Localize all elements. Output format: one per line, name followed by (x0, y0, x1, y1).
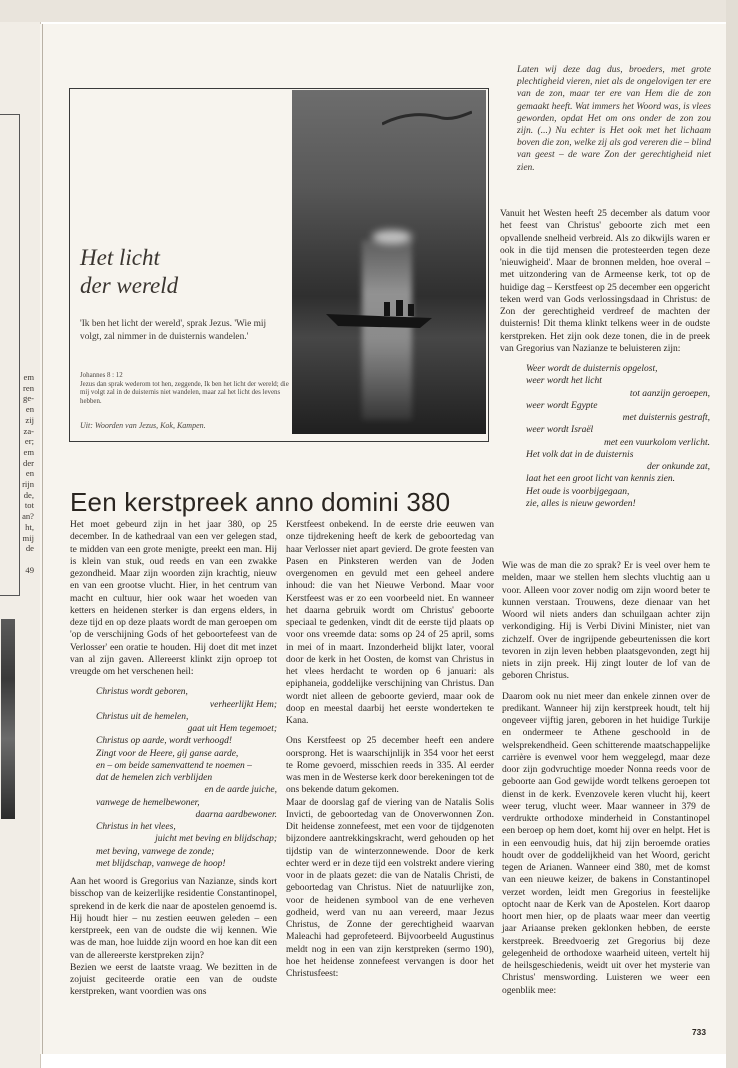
poem-line: der onkunde zat, (646, 462, 710, 472)
page-number: 733 (692, 1027, 706, 1037)
paragraph: Maar de doorslag gaf de viering van de Natalis Solis Invicti, de geboortedag van de Onoverwonnen Zon. Dit heidense zonnefeest, met een voor de tijdgenoten bijzondere aantrekkingskracht, werd gehouden op het tijdstip van de winterzonnewende. Door de kerk echter werd er in deze tijd een volstrekt andere viering voor in de plaats gezet: die van de Natalis Christi, de geboortedag van Christus. Niet de natuurlijke zon, voor de heidenen symbool van de ene verheven godheid, werd van nu aan vereerd, maar Jezus Christus, de Zonne der gerechtigheid waarvan Maleachi had geprofeteerd. Bijvoorbeeld Augustinus meldt nog in een van zijn kerstpreken (sermo 190), hoe het heidense zonnefeest vervangen is door het Christusfeest: (286, 797, 494, 979)
feature-title (80, 244, 178, 300)
poem-line: Christus uit de hemelen, (96, 711, 189, 722)
paragraph: Aan het woord is Gregorius van Nazianze, sinds kort bisschop van de keizerlijke residentie Constantinopel, sprekend in de kerk die naar de apostelen genoemd is. Hij houdt hier – nu zestien eeuwen geleden – een kerstpreek, een van de oudste die wij kennen. Wie was de man, hoe luidde zijn woord en hoe kan dit een van de allereerste kerstpreken zijn? (70, 877, 277, 961)
prev-fragment: en (25, 404, 34, 415)
prev-fragment: der (23, 457, 34, 468)
prev-fragment: rijn (22, 479, 34, 490)
prev-fragment (4, 554, 34, 565)
prev-fragment: tot (24, 500, 34, 511)
paragraph: Bezien we eerst de laatste vraag. We bezitten in de zojuist geciteerde oratie een van de oudste kerstpreken, want voordien was ons (70, 962, 277, 998)
poem-line: Zingt voor de Heere, gij ganse aarde, (96, 748, 239, 759)
poem-line: Weer wordt de duisternis opgelost, (526, 364, 658, 374)
sun-reflection (362, 240, 412, 420)
prev-fragment: zij (25, 414, 34, 425)
poem-line: met duisternis gestraft, (622, 413, 710, 423)
poem-line: en – om beide samenvattend te noemen – (96, 760, 252, 771)
article-headline: Een kerstpreek anno domini 380 (70, 487, 451, 517)
feature-quote: 'Ik ben het licht der wereld', sprak Jezus. 'Wie mij volgt, zal nimmer in de duisternis wandelen.' (80, 319, 267, 342)
right-top-column (500, 208, 710, 516)
poem-line: vanwege de hemelbewoner, (96, 797, 200, 808)
prev-fragment: ht, (25, 521, 34, 532)
right-top-paragraph: Vanuit het Westen heeft 25 december als datum voor het feest van Christus' geboorte zich met een opvallende snelheid verbreid. Als zo dikwijls waren er ook in die tijd mensen die protesteerden tegen deze 'nieuwigheid'. Maar de bronnen melden, hoe overal – met uitzondering van de Armeense kerk, tot op de huidige dag – Kerstfeest op 25 december een opgericht teken werd van Gods verlossingsdaad in Christus: de Zon der gerechtigheid verdreef de machten der duisternis! Dit thema klinkt telkens weer in de oudste kerstpreken. Het zijn ook deze tonen, die in de preek van Gregorius van Nazianze te beluisteren zijn: (500, 209, 710, 354)
previous-page-edge (0, 22, 41, 1068)
paragraph: Het moet gebeurd zijn in het jaar 380, op 25 december. In de kathedraal van een ver gelegen stad, te midden van een grote menigte, preekt een man. Hij is klein van stuk, oud reeds en van een zwakke gezondheid. Maar zijn woorden zijn krachtig, nieuw en van een grootse vlucht. Hier, in het centrum van macht en cultuur, hier ook waar het woeden van ketters en heidenen sterker is dan ergens elders, in deze tijd en op deze plaats wordt de man geroepen om 'op de verschijning Gods of het geboortefeest van de Verlosser' een oratie te houden. Hij doet dit met inzet van al zijn gaven. Allereerst klinkt zijn oproep tot vreugde om het verschenen heil: (70, 520, 277, 677)
scan-right-edge (726, 0, 738, 1068)
poem-line: juicht met beving en blijdschap; (155, 834, 277, 845)
feature-title-line: Het licht (80, 245, 160, 270)
poem-line: met een vuurkolom verlicht. (603, 437, 710, 448)
column-1 (70, 519, 277, 1007)
column-2 (286, 519, 494, 988)
poem-line: Christus wordt geboren, (96, 687, 188, 698)
poem-line: met blijdschap, vanwege de hoop! (96, 858, 226, 869)
prev-fragment: 49 (25, 564, 34, 575)
boat-on-sea-photo (292, 90, 486, 434)
poem-line: met beving, vanwege de zonde; (96, 846, 215, 857)
poem-line: daarna aardbewoner. (195, 809, 277, 820)
poem-line: tot aanzijn geroepen, (629, 388, 710, 399)
previous-page-photo (1, 619, 15, 819)
prev-fragment: an? (22, 511, 34, 522)
prev-fragment: mij (22, 532, 34, 543)
gutter-line (42, 24, 43, 1054)
poem-line: gaat uit Hem tegemoet; (187, 724, 277, 734)
prev-fragment: za- (23, 425, 34, 436)
reference-title: Johannes 8 : 12 (80, 372, 123, 379)
feature-title-line: der wereld (80, 273, 179, 298)
prev-fragment: ge- (23, 393, 34, 404)
prev-fragment: ren (23, 382, 34, 393)
prev-fragment: er; (24, 436, 34, 447)
poem-line: weer wordt Israël (526, 425, 594, 436)
poem-line: weer wordt het licht (526, 376, 602, 387)
feature-reference (80, 372, 290, 406)
poem-line: Christus op aarde, wordt verhoogd! (96, 736, 233, 747)
poem-line: laat het een groot licht van kennis zien. (526, 474, 675, 485)
prev-fragment: en (25, 468, 34, 479)
right-poem (500, 363, 710, 510)
prev-fragment: em (23, 446, 34, 457)
boat-icon (324, 300, 434, 330)
poem-line: dat de hemelen zich verblijden (96, 773, 213, 783)
poem-line: zie, alles is nieuw geworden! (526, 498, 636, 509)
prev-fragment: em (23, 372, 34, 382)
column-3 (502, 560, 710, 1005)
cloud-streak-icon (382, 110, 472, 130)
poem-line: Het volk dat in de duisternis (526, 449, 634, 460)
paragraph: Wie was de man die zo sprak? Er is veel over hem te melden, maar we stellen hem slechts vluchtig aan u voor. Alleen voor zover nodig om zijn woord beter te kunnen verstaan. Trouwens, deze dienaar van het Woord wil niets anders dan schuilgaan achter zijn verkondiging. Hij is Verbi Divini Minister, niet van zichzelf. Over de ingrijpende gebeurtenissen die kort tevoren in zijn leven hebben plaatsgevonden, zegt hij niets in zijn preek. Hij zingt louter de lof van de geboren Christus. (502, 561, 710, 682)
previous-page-text (4, 372, 34, 575)
poem-line: weer wordt Egypte (526, 400, 598, 411)
paragraph: Ons Kerstfeest op 25 december heeft een andere oorsprong. Het is waarschijnlijk in 354 voor het eerst te Rome gevoerd, misschien reeds in 335. Al eerder was men in de Westerse kerk door berekeningen tot de ons bekende datum gekomen. (286, 736, 494, 796)
paragraph: Daarom ook nu niet meer dan enkele zinnen over de predikant. Wanneer hij zijn kerstpreek houdt, telt hij ongeveer vijftig jaren, geboren in het huidige Turkije en ondermeer te Athene geschoold in de welsprekendheid. Geen schitterende maatschappelijke carrière is evenwel voor hem weggelegd, maar deze door zijn godvruchtige moeder Nonna reeds voor de geboorte aan God gewijde wordt telkens geroepen tot dienst in de kerk. Evenzovele keren vlucht hij, keert weer terug, vlucht weer. Maar wanneer in 379 de verdrukte orthodoxe minderheid in Constantinopel een beroep op hem doet, komt hij over en helpt. Het is in een eenvoudig huis, dat hij zijn beroemde oraties houdt over de goddelijkheid van het Woord, gericht tegen de Arianen. Wanneer eind 380, met de komst van een nieuwe keizer, de bakens in Constantinopel verzet worden, leidt men Gregorius in feestelijke optocht naar de Kerk van de Apostelen. Kort daarop hoort men hier, op de plaats waar meer dan veertig jaar Ariaanse preken geklonken hebben, de eerste kerstpreek. Breedvoerig zet Gregorius bij deze gelegenheid de orthodoxe waarheid uiteen, vertelt hij de heilsgeschiedenis, weidt uit over het mysterie van Christus' menswording. Luisteren we weer een ogenblik mee: (502, 691, 710, 996)
reference-text: Jezus dan sprak wederom tot hen, zeggende, Ik ben het licht der wereld; die mij volgt zal in de duisternis niet wandelen, maar zal het licht des levens hebben. (80, 380, 289, 405)
poem-line: Christus in het vlees, (96, 822, 176, 832)
poem-line: Het oude is voorbijgegaan, (526, 486, 630, 497)
paragraph: Kerstfeest onbekend. In de eerste drie eeuwen van onze tijdrekening heeft de kerk de geboortedag van haar Verlosser niet apart gevierd. De grote feesten van Pasen en Pinksteren werden van de Joden overgenomen en gevuld met een geheel andere inhoud: die van het Nieuwe Verbond. Maar voor Kerstfeest was er zo een voorbeeld niet. En wanneer het daarna gebruik wordt om Christus' geboorte speciaal te gedenken, vindt dit de eerste tijd plaats op voor ons vreemde data: soms op 24 of 25 april, soms in mei of in maart. Inzonderheid blijkt later, vooral door de kerk in het Oosten, de komst van Christus in het vlees herdacht te worden op 6 januari: als epiphaneia, goddelijke verschijning van Christus. Dan wordt niet alleen de geboorte gevierd, maar ook de doop en meestal daarbij het eerste wonderteken te Kana. (286, 520, 494, 726)
poem-line: verheerlijkt Hem; (209, 699, 277, 710)
intro-quote: Laten wij deze dag dus, broeders, met grote plechtigheid vieren, niet als de ongelovigen ter ere van de zon, maar ter ere van Hem die de zon gemaakt heeft. Wat immers het Woord was, is vlees geworden, opdat Het om ons onder de zon zou zijn. (...) Nu echter is Het ook met het lichaam boven die zon, welke zij als god vereren die – blind van geest – de ware Zon der gerechtigheid niet zien. (517, 65, 711, 173)
scan-top-edge (0, 0, 738, 22)
column-1-poem (70, 686, 277, 870)
poem-line: en de aarde juiche, (204, 785, 277, 796)
feature-source: Uit: Woorden van Jezus, Kok, Kampen. (80, 421, 206, 430)
prev-fragment: de, (23, 489, 34, 500)
prev-fragment: de (25, 543, 34, 554)
